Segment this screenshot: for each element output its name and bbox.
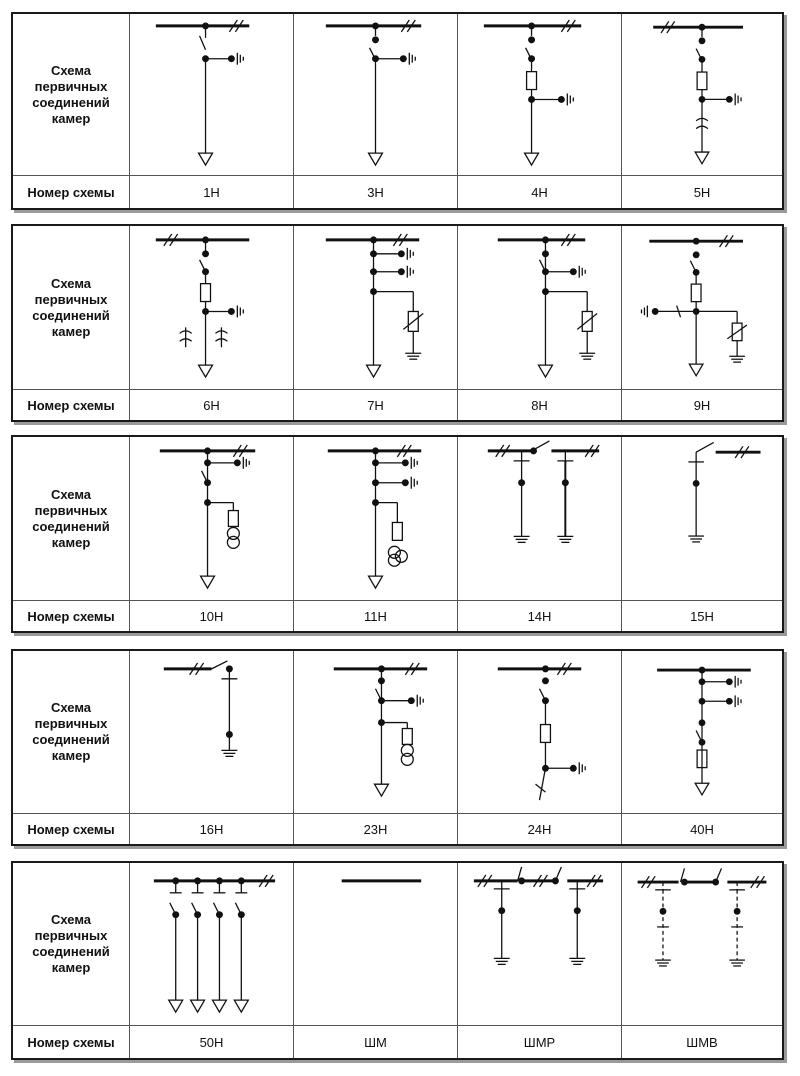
scheme-diagram-5n [622,14,782,176]
number-label: Номер схемы [13,1026,130,1058]
block-3 [11,435,784,633]
scheme-diagram-40n [622,651,782,814]
scheme-number: 16Н [130,814,294,844]
scheme-number: ШМР [458,1026,622,1058]
number-label: Номер схемы [13,390,130,420]
scheme-number: ШМ [294,1026,458,1058]
scheme-diagram-11n [294,437,458,601]
scheme-number: 6Н [130,390,294,420]
scheme-diagram-shmv [622,863,782,1026]
scheme-diagram-shmr [458,863,622,1026]
scheme-diagram-shm [294,863,458,1026]
scheme-number: 10Н [130,601,294,631]
scheme-diagram-15n [622,437,782,601]
scheme-diagram-6n [130,226,294,390]
scheme-diagram-23n [294,651,458,814]
scheme-diagram-1n [130,14,294,176]
scheme-number: 23Н [294,814,458,844]
scheme-diagram-10n [130,437,294,601]
row-label: Схема первичных соединений камер [13,863,130,1026]
row-label: Схема первичных соединений камер [13,226,130,390]
number-label: Номер схемы [13,601,130,631]
scheme-number: 14Н [458,601,622,631]
scheme-number: 9Н [693,397,711,413]
number-label: Номер схемы [13,176,130,208]
scheme-diagram-8n [458,226,622,390]
scheme-diagram-14n [458,437,622,601]
row-label: Схема первичных соединений камер [13,14,130,176]
scheme-number: 15Н [690,608,714,624]
block-1 [11,12,784,210]
scheme-diagram-50n [130,863,294,1026]
scheme-diagram-16n [130,651,294,814]
scheme-number: 7Н [294,390,458,420]
row-label: Схема первичных соединений камер [13,437,130,601]
scheme-number: 8Н [458,390,622,420]
scheme-diagram-24n [458,651,622,814]
scheme-number: 40Н [690,821,714,837]
block-2 [11,224,784,422]
scheme-number: 3Н [294,176,458,208]
block-4 [11,649,784,846]
scheme-number: 1Н [130,176,294,208]
scheme-diagram-7n [294,226,458,390]
row-label: Схема первичных соединений камер [13,651,130,814]
scheme-number: 4Н [458,176,622,208]
number-label: Номер схемы [13,814,130,844]
scheme-number: ШМВ [686,1034,718,1050]
scheme-number: 50Н [130,1026,294,1058]
scheme-diagram-9n [622,226,782,390]
block-5 [11,861,784,1060]
scheme-number: 5Н [693,184,711,200]
scheme-number: 11Н [294,601,458,631]
scheme-diagram-4n [458,14,622,176]
scheme-diagram-3n [294,14,458,176]
scheme-number: 24Н [458,814,622,844]
